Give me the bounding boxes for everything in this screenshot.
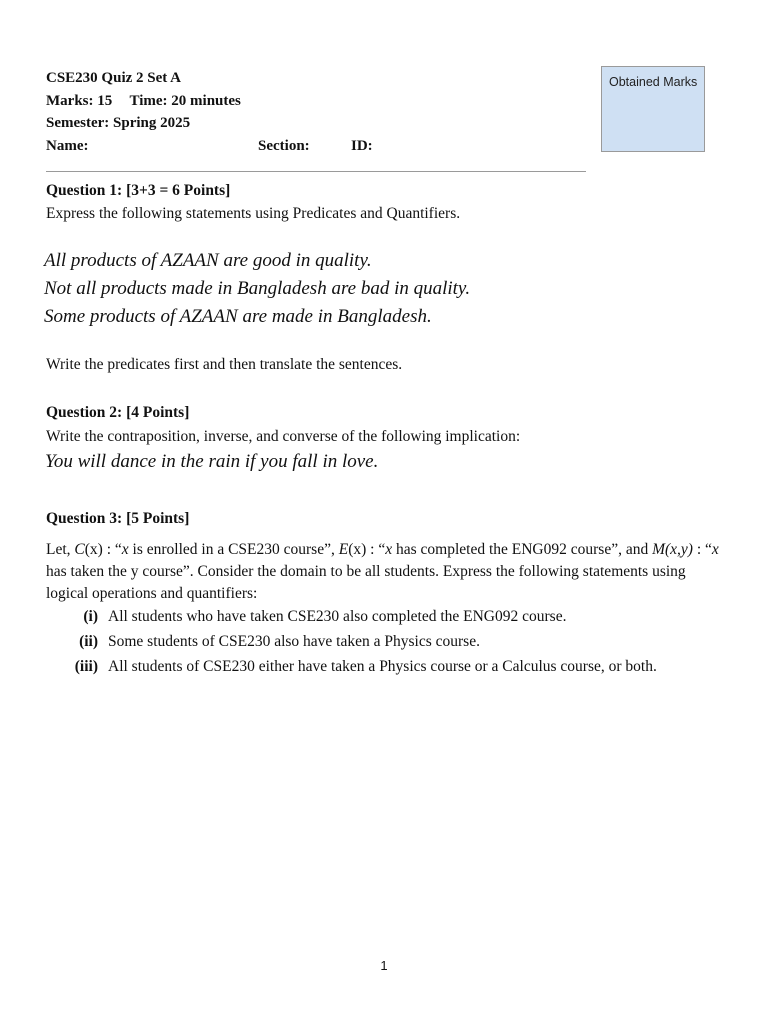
quiz-header <box>46 67 586 157</box>
name-label: Name: <box>46 137 89 154</box>
item-number: (ii) <box>79 633 98 650</box>
q3-predicate-c: C <box>74 541 85 558</box>
q3-c-def: is enrolled in a CSE230 course”, <box>128 541 339 558</box>
q3-c-sep: : “ <box>102 541 122 558</box>
obtained-marks-box <box>601 66 705 152</box>
q3-e-sep: : “ <box>366 541 386 558</box>
marks-time-line <box>46 90 586 113</box>
q1-prompt: Express the following statements using Predicates and Quantifiers. <box>46 205 461 222</box>
semester-label: Semester: Spring 2025 <box>46 115 191 131</box>
item-text: All students of CSE230 either have taken a Physics course or a Calculus course, or both. <box>108 658 657 675</box>
time-label: Time: 20 minutes <box>129 92 241 109</box>
q1-statement: Some products of AZAAN are made in Bangladesh. <box>44 306 432 327</box>
q3-e-def: has completed the ENG092 course”, and <box>392 541 653 558</box>
q3-c-args: (x) <box>84 541 103 558</box>
page-number: 1 <box>380 958 388 973</box>
marks-label: Marks: 15 <box>46 92 113 109</box>
q2-prompt: Write the contraposition, inverse, and converse of the following implication: <box>46 428 521 445</box>
student-info-line <box>46 135 586 158</box>
q1-statement: Not all products made in Bangladesh are bad in quality. <box>44 278 471 299</box>
q1-instruction: Write the predicates first and then translate the sentences. <box>46 356 403 373</box>
q3-predicate-e: E <box>338 541 349 558</box>
q3-var-x: x <box>121 541 129 558</box>
item-number: (iii) <box>74 658 98 675</box>
item-number: (i) <box>83 608 98 625</box>
item-text: Some students of CSE230 also have taken a Physics course. <box>108 633 480 650</box>
section-label: Section: <box>258 137 310 154</box>
obtained-marks-label: Obtained Marks <box>609 75 698 89</box>
id-label: ID: <box>351 137 373 154</box>
q3-items <box>46 604 706 679</box>
list-item <box>46 604 706 629</box>
list-item <box>46 629 706 654</box>
header-divider <box>46 171 586 172</box>
q3-title: Question 3: [5 Points] <box>46 510 190 527</box>
q3-intro <box>46 539 722 605</box>
list-item <box>46 654 706 679</box>
q2-title: Question 2: [4 Points] <box>46 404 190 421</box>
q1-statements <box>44 247 470 331</box>
q3-predicate-m: M <box>652 541 666 558</box>
item-text: All students who have taken CSE230 also completed the ENG092 course. <box>108 608 567 625</box>
q1-statement: All products of AZAAN are good in quality. <box>44 250 372 271</box>
q3-e-args: (x) <box>348 541 367 558</box>
q3-m-args: (x,y) <box>665 541 693 558</box>
quiz-title: CSE230 Quiz 2 Set A <box>46 70 182 86</box>
q3-var-x: x <box>711 541 719 558</box>
q3-var-x: x <box>385 541 393 558</box>
q3-m-sep: : “ <box>692 541 712 558</box>
q3-let: Let, <box>46 541 75 558</box>
q2-statement: You will dance in the rain if you fall in love. <box>45 451 379 472</box>
q1-title: Question 1: [3+3 = 6 Points] <box>46 182 231 199</box>
q3-m-def: has taken the y course”. Consider the domain to be all students. Express the following statements using logical operations and quantifiers: <box>46 563 686 602</box>
